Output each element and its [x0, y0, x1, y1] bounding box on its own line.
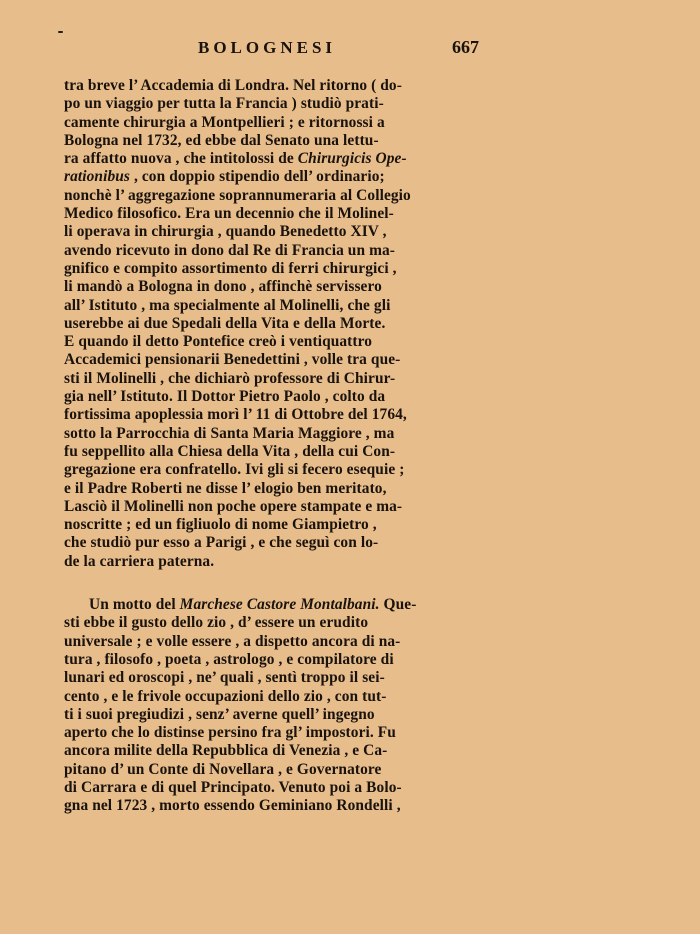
text-line: pitano d’ un Conte di Novellara , e Governatore	[64, 760, 382, 778]
text-line: gna nel 1723 , morto essendo Geminiano Rondelli ,	[64, 797, 401, 815]
text-line: ancora milite della Repubblica di Venezia , e Ca-	[64, 742, 388, 760]
ink-speck	[58, 31, 63, 33]
text-line: tra breve l’ Accademia di Londra. Nel ritorno ( do-	[64, 77, 402, 94]
text-line: universale ; e volle essere , a dispetto ancora di na-	[64, 632, 401, 650]
text-line: ra affatto nuova , che intitolossi de Chirurgicis Ope-	[64, 150, 407, 168]
text-line: di Carrara e di quel Principato. Venuto poi a Bolo-	[64, 778, 402, 796]
text-line: rationibus , con doppio stipendio dell’ ordinario;	[64, 168, 385, 186]
text-line: e il Padre Roberti ne disse l’ elogio ben meritato,	[64, 479, 387, 497]
text-line: po un viaggio per tutta la Francia ) studiò prati-	[64, 95, 384, 113]
italic-name: Marchese Castore Montalbani.	[179, 596, 380, 614]
text-line: avendo ricevuto in dono dal Re di Francia un ma-	[64, 241, 396, 259]
text-line: sti ebbe il gusto dello zio , d’ essere un erudito	[64, 614, 369, 632]
text-line: li operava in chirurgia , quando Benedetto XIV ,	[64, 223, 387, 241]
italic-title: Chirurgicis Ope-	[297, 150, 407, 168]
paragraph-montalbani	[64, 596, 500, 816]
text-line: Lasciò il Molinelli non poche opere stampate e ma-	[64, 497, 403, 515]
text-line: Accademici pensionarii Benedettini , volle tra que-	[64, 351, 401, 369]
text-line: fu seppellito alla Chiesa della Vita , della cui Con-	[64, 442, 396, 460]
text-line: tura , filosofo , poeta , astrologo , e compilatore di	[64, 650, 394, 668]
text-line: Un motto del Marchese Castore Montalbani. Que-	[89, 596, 417, 614]
text-line: ti i suoi pregiudizi , senz’ averne quell’ ingegno	[64, 705, 375, 723]
text-line: de la carriera paterna.	[64, 552, 215, 570]
text-line: E quando il detto Pontefice creò i ventiquattro	[64, 333, 373, 351]
text-line: sti il Molinelli , che dichiarò professore di Chirur-	[64, 369, 396, 387]
italic-title: rationibus	[64, 168, 131, 186]
text-line: gregazione era confratello. Ivi gli si fecero esequie ;	[64, 461, 405, 479]
text-line: sotto la Parrocchia di Santa Maria Maggiore , ma	[64, 424, 395, 442]
paragraph-gap	[64, 571, 500, 596]
text-line: li mandò a Bologna in dono , affinchè servissero	[64, 278, 382, 296]
page-number: 667	[452, 37, 479, 57]
text-line: cento , e le frivole occupazioni dello zio , con tut-	[64, 687, 387, 705]
paragraph-molinelli	[64, 77, 500, 571]
text-line: noscritte ; ed un figliuolo di nome Giampietro ,	[64, 516, 377, 534]
text-line: camente chirurgia a Montpellieri ; e ritornossi a	[64, 113, 385, 131]
text-line: gia nell’ Istituto. Il Dottor Pietro Paolo , colto da	[64, 388, 386, 406]
body-text	[64, 77, 500, 816]
running-head: BOLOGNESI	[198, 38, 337, 57]
text-line: Medico filosofico. Era un decennio che il Molinel-	[64, 205, 394, 223]
text-line: userebbe ai due Spedali della Vita e della Morte.	[64, 314, 386, 332]
text-line: che studiò pur esso a Parigi , e che seguì con lo-	[64, 534, 379, 552]
text-line: Bologna nel 1732, ed ebbe dal Senato una lettu-	[64, 131, 379, 149]
text-line: fortissima apoplessia morì l’ 11 di Ottobre del 1764,	[64, 406, 407, 424]
text-line: nonchè l’ aggregazione soprannumeraria al Collegio	[64, 186, 411, 204]
text-line: lunari ed oroscopi , ne’ quali , sentì troppo il sei-	[64, 669, 385, 687]
text-line: gnifico e compito assortimento di ferri chirurgici ,	[64, 259, 397, 277]
text-line: all’ Istituto , ma specialmente al Molinelli, che gli	[64, 296, 391, 314]
text-line: aperto che lo distinse persino fra gl’ impostori. Fu	[64, 724, 396, 742]
